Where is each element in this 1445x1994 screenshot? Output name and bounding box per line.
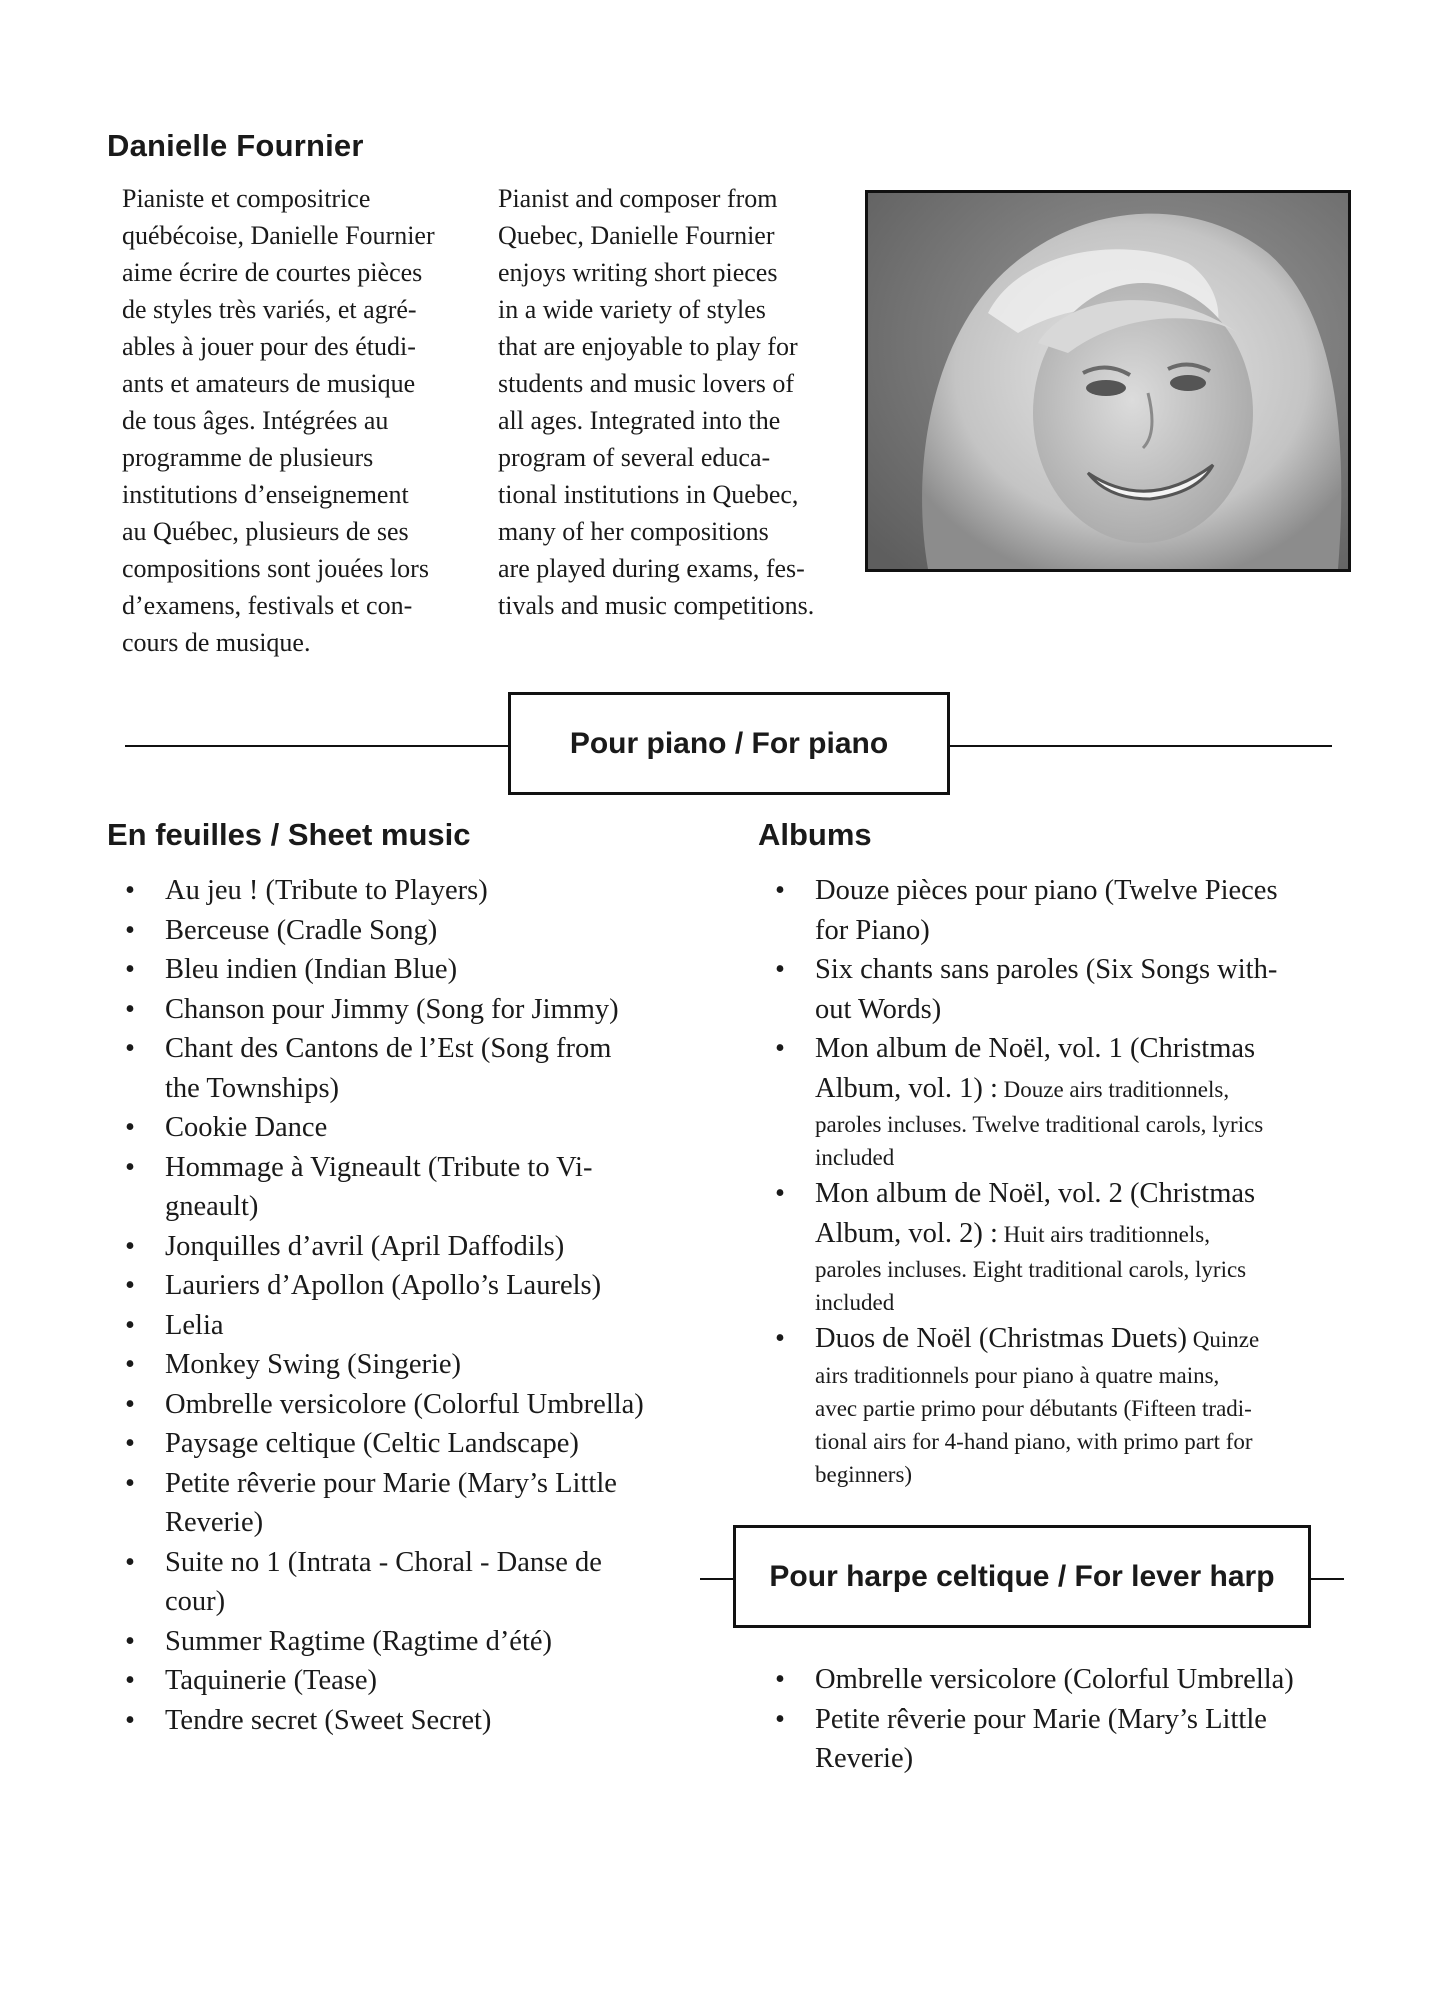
item-text: • Paysage celtique (Celtic Landscape) — [165, 1428, 579, 1459]
divider-right — [950, 745, 1332, 747]
item-text: • Bleu indien (Indian Blue) — [165, 954, 458, 985]
item-text: gneault) — [165, 1191, 259, 1222]
bio-line: ables à jouer pour des étudi- — [122, 332, 416, 361]
item-text-large: Duos de Noël (Christmas Duets) — [815, 1323, 1188, 1354]
bio-line: au Québec, plusieurs de ses — [122, 517, 409, 546]
item-text-small: Quinze — [1187, 1327, 1260, 1352]
item-text — [815, 1069, 1278, 1109]
item-text: • Ombrelle versicolore (Colorful Umbrella) — [165, 1388, 644, 1420]
albums-list — [775, 871, 1278, 1491]
item-text-small: Huit airs traditionnels, — [997, 1221, 1210, 1247]
item-text: for Piano) — [815, 914, 930, 946]
bio-line: québécoise, Danielle Fournier — [122, 221, 435, 250]
divider-left — [125, 745, 510, 747]
author-name: Danielle Fournier — [107, 128, 364, 163]
item-text — [815, 1319, 1278, 1359]
item-text: • Monkey Swing (Singerie) — [165, 1349, 462, 1380]
divider-right — [1308, 1578, 1344, 1580]
bio-french — [122, 180, 435, 661]
item-text-small: tional airs for 4-hand piano, with primo part for — [815, 1428, 1253, 1454]
bio-line: programme de plusieurs — [122, 443, 374, 472]
item-text: • Berceuse (Cradle Song) — [165, 914, 438, 946]
bio-line: aime écrire de courtes pièces — [122, 258, 423, 287]
item-text: • Taquinerie (Tease) — [165, 1665, 378, 1696]
item-text: • Six chants sans paroles (Six Songs with- — [815, 954, 1278, 985]
list-item — [125, 1622, 644, 1662]
list-item — [125, 1345, 644, 1385]
item-text: • Au jeu ! (Tribute to Players) — [165, 875, 488, 906]
item-text: • Jonquilles d’avril (April Daffodils) — [165, 1230, 565, 1262]
list-item — [775, 1174, 1278, 1319]
author-photo — [865, 190, 1351, 572]
list-item — [125, 1661, 644, 1701]
list-item — [125, 911, 644, 951]
item-text: • Petite rêverie pour Marie (Mary’s Little — [165, 1467, 617, 1499]
item-text: • Summer Ragtime (Ragtime d’été) — [165, 1625, 553, 1657]
list-item — [775, 1029, 1278, 1174]
list-item — [125, 1424, 644, 1464]
list-item — [125, 1029, 644, 1108]
bio-line: tivals and music competitions. — [498, 591, 815, 620]
item-text: • Chant des Cantons de l’Est (Song from — [165, 1033, 612, 1064]
list-item — [125, 1266, 644, 1306]
bio-line: many of her compositions — [498, 517, 769, 546]
bio-line: program of several educa- — [498, 443, 771, 472]
item-text: cour) — [165, 1586, 226, 1617]
bio-line: ants et amateurs de musique — [122, 369, 416, 398]
list-item — [125, 950, 644, 990]
bio-line: are played during exams, fes- — [498, 554, 805, 583]
item-text: Reverie) — [815, 1743, 914, 1774]
list-item — [125, 1385, 644, 1425]
list-item — [125, 1543, 644, 1622]
item-text-small: paroles incluses. Eight traditional carols, lyrics — [815, 1257, 1247, 1282]
list-item — [775, 871, 1278, 950]
list-item — [125, 1227, 644, 1267]
section-heading-piano: Pour piano / For piano — [508, 692, 950, 795]
item-text: • Lauriers d’Apollon (Apollo’s Laurels) — [165, 1270, 602, 1301]
item-text: • Petite rêverie pour Marie (Mary’s Little — [815, 1703, 1267, 1735]
list-item — [125, 1108, 644, 1148]
item-text-small: airs traditionnels pour piano à quatre mains, — [815, 1362, 1220, 1388]
list-item — [125, 1148, 644, 1227]
item-text: • Tendre secret (Sweet Secret) — [165, 1704, 492, 1736]
item-text: the Townships) — [165, 1072, 340, 1104]
sheet-music-list — [125, 871, 644, 1740]
item-text: • Suite no 1 (Intrata - Choral - Danse de — [165, 1546, 602, 1578]
item-text-small: included — [815, 1290, 895, 1315]
item-text-small: included — [815, 1145, 895, 1170]
bio-line: Quebec, Danielle Fournier — [498, 221, 775, 250]
item-text: out Words) — [815, 993, 942, 1025]
bio-line: tional institutions in Quebec, — [498, 480, 799, 509]
item-text: • Cookie Dance — [165, 1112, 328, 1143]
list-item — [775, 1700, 1294, 1779]
list-item — [125, 1306, 644, 1346]
section-heading-harp: Pour harpe celtique / For lever harp — [733, 1525, 1311, 1628]
list-item — [775, 1319, 1278, 1491]
harp-list — [775, 1660, 1294, 1779]
list-item — [125, 1464, 644, 1543]
list-item — [125, 1701, 644, 1741]
bio-line: de tous âges. Intégrées au — [122, 406, 389, 435]
subheading-sheet-music: En feuilles / Sheet music — [107, 817, 471, 852]
bio-line: enjoys writing short pieces — [498, 258, 778, 287]
bio-line: that are enjoyable to play for — [498, 332, 798, 361]
list-item — [775, 950, 1278, 1029]
list-item — [125, 990, 644, 1030]
bio-line: Pianiste et compositrice — [122, 184, 371, 213]
item-text-small: beginners) — [815, 1461, 913, 1487]
item-text-large: Album, vol. 2) : — [815, 1217, 998, 1249]
bio-line: Pianist and composer from — [498, 184, 778, 213]
portrait-image — [868, 193, 1348, 569]
item-text: • Douze pièces pour piano (Twelve Pieces — [815, 875, 1278, 906]
bio-line: students and music lovers of — [498, 369, 795, 398]
bio-line: de styles très variés, et agré- — [122, 295, 417, 324]
divider-left — [700, 1578, 736, 1580]
bio-line: in a wide variety of styles — [498, 295, 766, 324]
item-text-small: Douze airs traditionnels, — [997, 1076, 1230, 1102]
bio-line: all ages. Integrated into the — [498, 406, 781, 435]
item-text: Reverie) — [165, 1507, 264, 1538]
item-text-small: avec partie primo pour débutants (Fifteen tradi- — [815, 1395, 1252, 1421]
list-item — [775, 1660, 1294, 1700]
bio-line: compositions sont jouées lors — [122, 554, 429, 583]
item-text: • Mon album de Noël, vol. 2 (Christmas — [815, 1178, 1256, 1209]
item-text: • Chanson pour Jimmy (Song for Jimmy) — [165, 993, 619, 1025]
item-text: • Ombrelle versicolore (Colorful Umbrella) — [815, 1664, 1294, 1695]
bio-line: d’examens, festivals et con- — [122, 591, 413, 620]
item-text-small: paroles incluses. Twelve traditional carols, lyrics — [815, 1112, 1264, 1137]
item-text: • Lelia — [165, 1309, 224, 1341]
item-text: • Mon album de Noël, vol. 1 (Christmas — [815, 1033, 1256, 1064]
item-text — [815, 1214, 1278, 1254]
list-item — [125, 871, 644, 911]
subheading-albums: Albums — [758, 817, 872, 852]
item-text-large: Album, vol. 1) : — [815, 1072, 998, 1104]
bio-line: institutions d’enseignement — [122, 480, 409, 509]
bio-line: cours de musique. — [122, 628, 311, 657]
bio-english — [498, 180, 814, 624]
item-text: • Hommage à Vigneault (Tribute to Vi- — [165, 1151, 593, 1183]
